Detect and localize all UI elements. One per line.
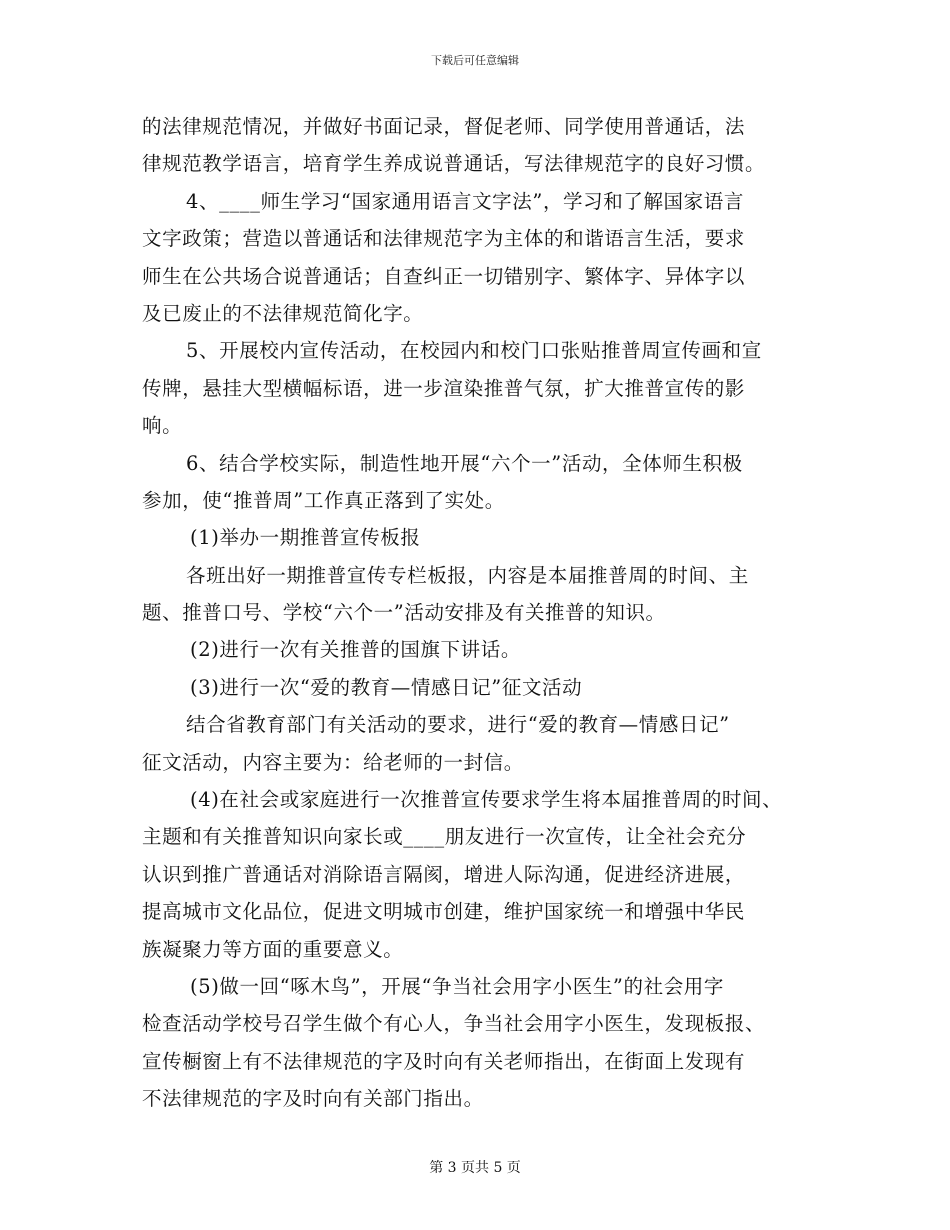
- text-line: 主题和有关推普知识向家长或____朋友进行一次宣传，让全社会充分: [142, 825, 747, 849]
- subheading-3: (3)进行一次“爱的教育—情感日记”征文活动: [190, 675, 583, 699]
- text-line: 宣传橱窗上有不法律规范的字及时向有关老师指出，在街面上发现有: [142, 1049, 746, 1073]
- text-line: 律规范教学语言，培育学生养成说普通话，写法律规范字的良好习惯。: [142, 152, 766, 176]
- text-line: 认识到推广普通话对消除语言隔阂，增进人际沟通，促进经济进展，: [142, 862, 746, 886]
- text-line: 不法律规范的字及时向有关部门指出。: [142, 1087, 484, 1111]
- page-number: 第 3 页共 5 页: [429, 1160, 521, 1176]
- text-line: 响。: [142, 414, 183, 438]
- text-line: 征文活动，内容主要为：给老师的一封信。: [142, 750, 524, 774]
- text-line: 参加，使“推普周”工作真正落到了实处。: [142, 488, 505, 512]
- paragraph-start: 结合省教育部门有关活动的要求，进行“爱的教育—情感日记”: [186, 713, 730, 737]
- paragraph-6-start: 6、结合学校实际，制造性地开展“六个一”活动，全体师生积极: [186, 451, 743, 475]
- text-line: 族凝聚力等方面的重要意义。: [142, 937, 404, 961]
- text-line: 师生在公共场合说普通话；自查纠正一切错别字、繁体字、异体字以: [142, 264, 746, 288]
- text-line: 传牌，悬挂大型横幅标语，进一步渲染推普气氛，扩大推普宣传的影: [142, 376, 746, 400]
- page-header: 下载后可任意编辑: [431, 54, 519, 67]
- text-line: 题、推普口号、学校“六个一”活动安排及有关推普的知识。: [142, 601, 666, 625]
- subheading-1: (1)举办一期推普宣传板报: [190, 526, 421, 550]
- text-line: 检查活动学校号召学生做个有心人，争当社会用字小医生，发现板报、: [142, 1012, 766, 1036]
- text-line: 文字政策；营造以普通话和法律规范字为主体的和谐语言生活，要求: [142, 227, 746, 251]
- subheading-2: (2)进行一次有关推普的国旗下讲话。: [190, 638, 521, 662]
- subheading-5: (5)做一回“啄木鸟”，开展“争当社会用字小医生”的社会用字: [190, 974, 724, 998]
- text-line: 提高城市文化品位，促进文明城市创建，维护国家统一和增强中华民: [142, 900, 746, 924]
- text-line: 及已废止的不法律规范简化字。: [142, 301, 424, 325]
- subheading-4: (4)在社会或家庭进行一次推普宣传要求学生将本届推普周的时间、: [190, 788, 783, 812]
- paragraph-start: 各班出好一期推普宣传专栏板报，内容是本届推普周的时间、主: [186, 563, 749, 587]
- paragraph-4-start: 4、____师生学习“国家通用语言文字法”，学习和了解国家语言: [186, 189, 744, 213]
- paragraph-5-start: 5、开展校内宣传活动，在校园内和校门口张贴推普周宣传画和宣: [186, 339, 762, 363]
- document-body: [142, 108, 822, 1118]
- text-line: 的法律规范情况，并做好书面记录，督促老师、同学使用普通话，法: [142, 115, 746, 138]
